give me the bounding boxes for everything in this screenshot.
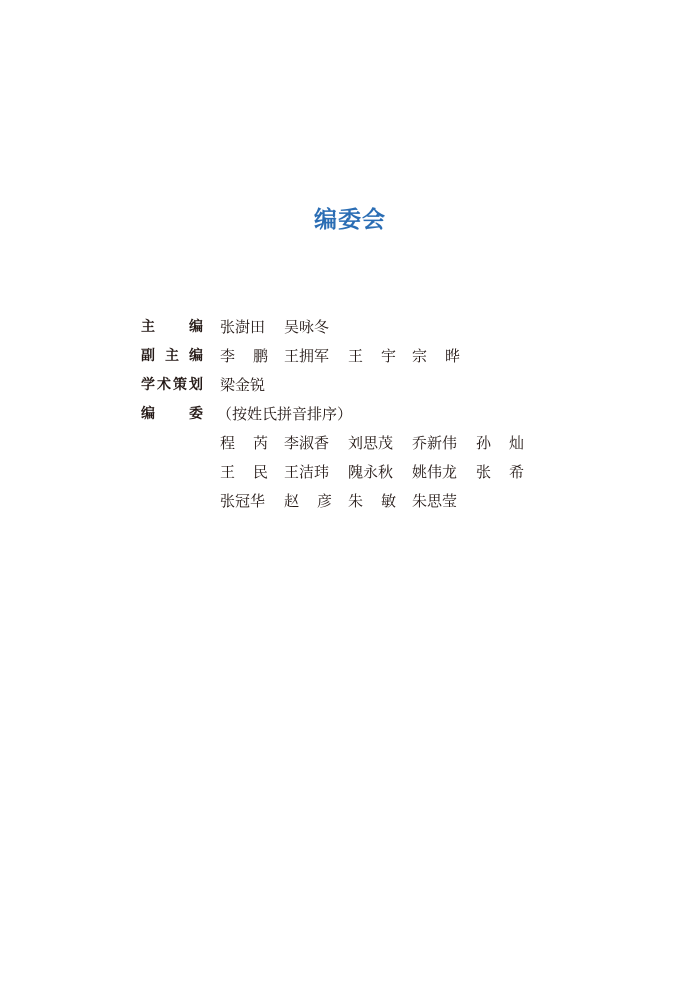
page-title: 编委会 [314, 206, 386, 233]
person-name: 宗 晔 [412, 347, 460, 365]
person-name: 张 希 [476, 463, 524, 481]
role-label-chief-editor: 主 编 [141, 319, 203, 335]
person-name: 乔 新 伟 [412, 434, 458, 452]
person-name: 孙 灿 [476, 434, 524, 452]
role-label-deputy-editor: 副 主 编 [141, 348, 203, 364]
person-name: 王 民 [220, 463, 268, 481]
person-name: 王 洁 玮 [284, 463, 330, 481]
person-name: 刘 思 茂 [348, 434, 394, 452]
person-name: 李 鹏 [220, 347, 268, 365]
person-name: 张 冠 华 [220, 492, 266, 510]
person-name: 王 宇 [348, 347, 396, 365]
board-sort-note: （按姓氏拼音排序） [217, 405, 353, 423]
person-name: 隗 永 秋 [348, 463, 394, 481]
person-name: 姚 伟 龙 [412, 463, 458, 481]
person-name: 程 芮 [220, 434, 268, 452]
person-name: 梁 金 锐 [220, 376, 266, 394]
person-name: 朱 思 莹 [412, 492, 458, 510]
person-name: 吴 咏 冬 [284, 318, 330, 336]
person-name: 赵 彦 [284, 492, 332, 510]
role-label-board-members: 编 委 [141, 406, 203, 422]
role-label-academic-planner: 学 术 策 划 [141, 377, 203, 393]
person-name: 李 淑 香 [284, 434, 330, 452]
person-name: 朱 敏 [348, 492, 396, 510]
person-name: 王 拥 军 [284, 347, 330, 365]
person-name: 张 澍 田 [220, 318, 266, 336]
